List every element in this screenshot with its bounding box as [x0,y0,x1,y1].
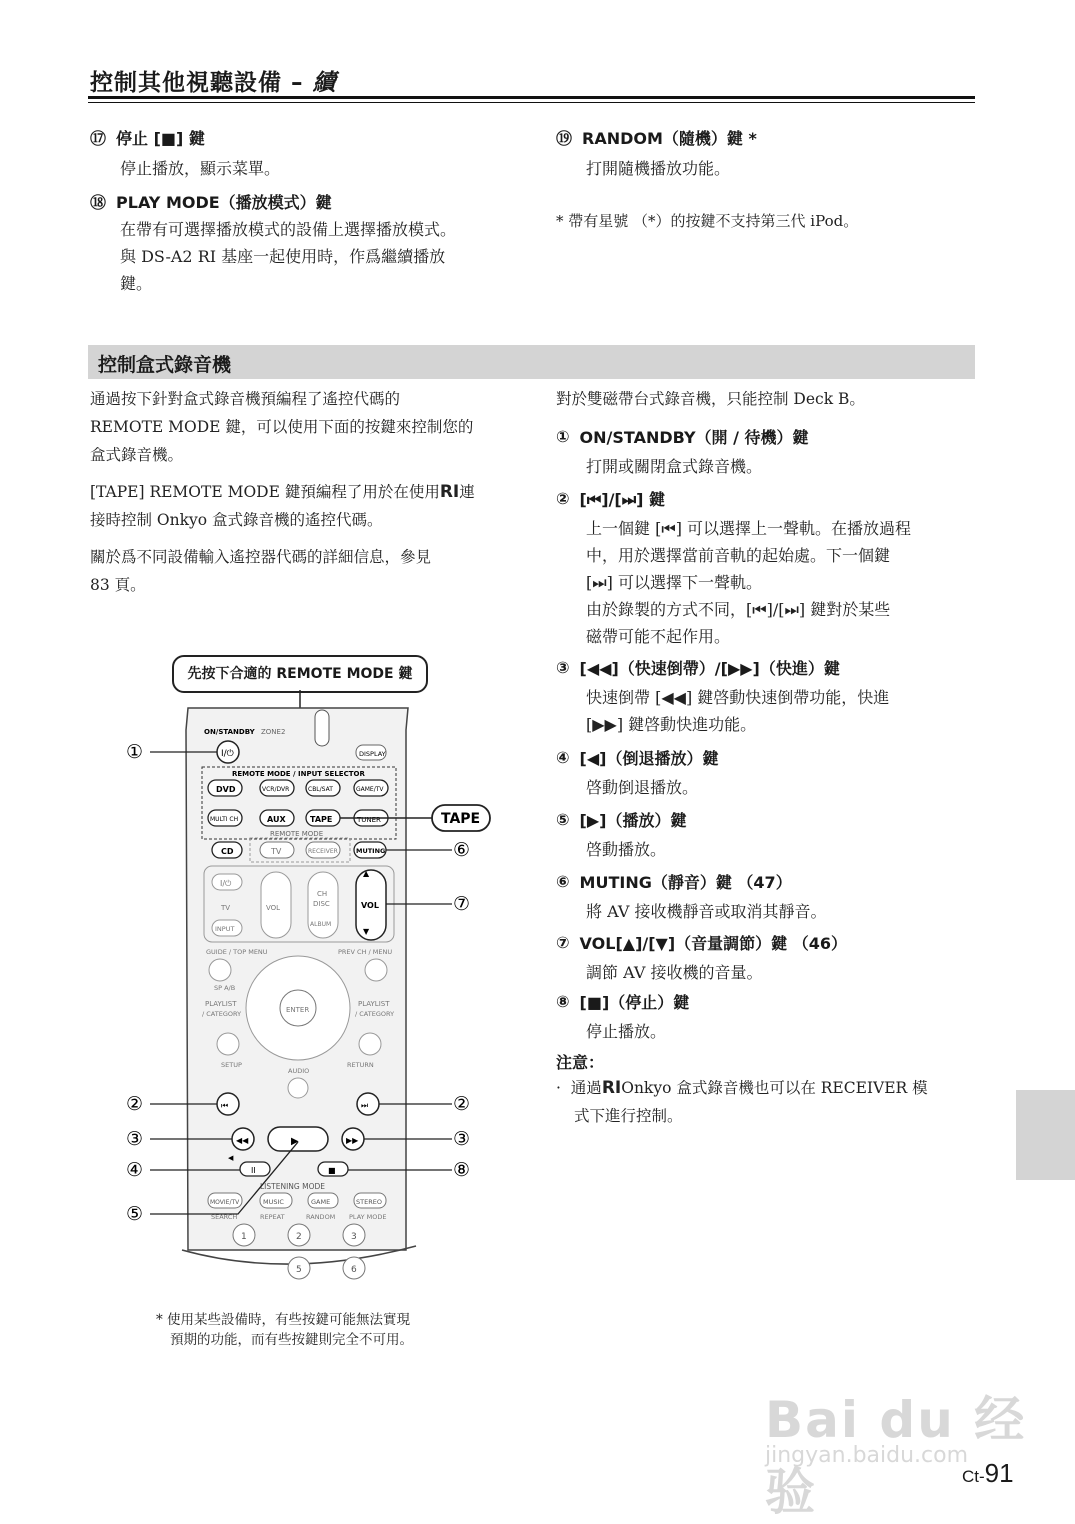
marker-3-right: ③ [453,1128,471,1150]
vol-label: VOL [361,901,379,910]
right-item-body [586,898,827,925]
audio-button[interactable] [288,1078,308,1098]
right-item-body [586,774,698,801]
reverse-play-icon: ◀ [228,1154,234,1162]
stop-icon: ■ [328,1166,336,1175]
right-item-line: 將 AV 接收機靜音或取消其靜音。 [586,902,827,921]
category-right-label: / CATEGORY [355,1010,395,1018]
header-rule-thin [88,102,975,103]
vol-up-icon: ▲ [363,869,370,878]
bullet: · [556,1079,561,1097]
marker-8: ⑧ [453,1159,471,1181]
prev-ch-button[interactable] [365,959,387,981]
page-title-cont: 續 [312,70,337,96]
right-item-number: ⑧ [556,992,570,1011]
play-icon: ▶ [291,1136,299,1147]
enter-label: ENTER [286,1006,310,1014]
input-label: INPUT [215,925,235,933]
multi-ch-label: MULTI CH [210,816,239,823]
ir-window [315,710,329,746]
right-item-number: ① [556,427,570,446]
guide-label: GUIDE / TOP MENU [206,948,268,956]
right-item-title: ON/STANDBY（開 / 待機）鍵 [579,428,809,447]
remote-mode-callout: 先按下合適的 REMOTE MODE 鍵 [172,655,428,693]
right-item-line: 中，用於選擇當前音軌的起始處。下一個鍵 [586,546,891,565]
power-icon: I/⏻ [221,749,234,759]
right-item-heading [556,808,686,831]
tuner-label: TUNER [357,816,381,824]
intro-paragraph-3 [90,543,431,599]
right-item-title: [◀]（倒退播放）鍵 [579,749,719,768]
side-tab [1016,1090,1075,1180]
paragraph-line: 盒式錄音機。 [90,446,184,464]
caution-line [556,1074,928,1102]
caution-title [556,1050,604,1073]
sp-ab-label: SP A/B [214,984,236,992]
cbl-sat-label: CBL/SAT [308,786,333,793]
marker-2-left: ② [126,1093,144,1115]
right-item-body [586,836,666,863]
item-18-line: 鍵。 [120,274,153,293]
page-title-text: 控制其他視聽設備 – [90,70,313,96]
fast-forward-icon: ▶▶ [346,1136,359,1145]
caution-text: 通過 [570,1079,602,1097]
right-item-number: ④ [556,748,570,767]
section-title: 控制盒式錄音機 [98,354,232,376]
right-item-body [586,684,889,738]
item-19-number: ⑲ [556,129,573,148]
right-item-title: [■]（停止）鍵 [579,993,690,1012]
right-item-body [586,453,762,480]
page-number-prefix: Ct- [962,1467,985,1486]
item-19-heading [556,126,757,149]
right-item-line: 調節 AV 接收機的音量。 [586,963,763,982]
cd-label: CD [221,847,234,856]
paragraph-line-suffix: 連 [459,483,475,501]
asterisk-note: * 帶有星號 （*）的按鍵不支持第三代 iPod。 [556,212,859,230]
prev-track-icon: ⏮ [221,1101,229,1110]
right-item-line: [⏭] 可以選擇下一聲軌。 [586,573,762,592]
listening-mode-label: LISTENING MODE [260,1182,325,1191]
item-18-line: 與 DS-A2 RI 基座一起使用時，作爲繼續播放 [120,247,446,266]
movie-tv-label: MOVIE/TV [210,1199,240,1206]
return-label: RETURN [347,1061,374,1069]
return-button[interactable] [359,1033,381,1055]
tv-label: TV [221,904,231,912]
right-item-heading [556,487,665,510]
page-number [962,1458,1014,1489]
prev-ch-label: PREV CH / MENU [338,948,393,956]
caution-text: Onkyo 盒式錄音機也可以在 RECEIVER 模 [621,1079,928,1097]
right-item-title: [◀◀]（快速倒帶）/[▶▶]（快進）鍵 [579,659,840,678]
ch-label: CH [317,890,328,898]
right-item-number: ⑥ [556,872,570,891]
zone2-label: ZONE2 [261,728,286,736]
stereo-label: STEREO [356,1198,382,1206]
footnote-line: 預期的功能，而有些按鍵則完全不可用。 [170,1332,413,1348]
paragraph-line: 83 頁。 [90,576,146,594]
receiver-label: RECEIVER [308,848,338,855]
item-19-body [586,155,730,182]
right-item-number: ② [556,489,570,508]
setup-label: SETUP [221,1061,242,1069]
right-intro: 對於雙磁帶台式錄音機，只能控制 Deck B。 [556,390,865,408]
right-item-title: MUTING（靜音）鍵 （47） [579,873,792,892]
paragraph-line: REMOTE MODE 鍵，可以使用下面的按鍵來控制您的 [90,418,474,436]
playlist-left-label: PLAYLIST [205,1000,237,1008]
dvd-label: DVD [216,785,236,794]
paragraph-line: 關於爲不同設備輸入遙控器代碼的詳細信息，參見 [90,548,432,566]
marker-1: ① [126,741,144,763]
right-item-title: VOL[▲]/[▼]（音量調節）鍵 （46） [579,934,847,953]
aux-label: AUX [267,815,286,824]
paragraph-line: 接時控制 Onkyo 盒式錄音機的遙控代碼。 [90,511,383,529]
tape-label: TAPE [310,815,333,824]
disc-label: DISC [313,900,330,908]
item-17-heading [90,126,205,149]
paragraph-line: 通過按下針對盒式錄音機預編程了遙控代碼的 [90,390,401,408]
random-label: RANDOM [306,1213,336,1221]
category-left-label: / CATEGORY [202,1010,242,1018]
game-tv-label: GAME/TV [356,786,384,793]
album-label: ALBUM [310,921,332,928]
paragraph-line [90,478,475,506]
vcr-dvr-label: VCR/DVR [262,786,290,793]
caution-body [556,1074,928,1130]
right-item-heading [556,990,689,1013]
setup-button[interactable] [217,1033,239,1055]
right-item-line: 上一個鍵 [⏮] 可以選擇上一聲軌。在播放過程 [586,519,912,538]
page-title [90,64,337,97]
item-18-line: 在帶有可選擇播放模式的設備上選擇播放模式。 [120,220,457,239]
right-item-line: 磁帶可能不起作用。 [586,627,731,646]
header-rule-thick [88,96,975,99]
tv-vol-label: VOL [266,904,281,912]
marker-5: ⑤ [126,1203,144,1225]
next-track-icon: ⏭ [361,1101,369,1110]
remote-mode-label: REMOTE MODE [270,830,324,838]
marker-2-right: ② [453,1093,471,1115]
right-item-title: [▶]（播放）鍵 [579,811,687,830]
repeat-label: REPEAT [260,1213,285,1221]
marker-7: ⑦ [453,893,471,915]
number-1-label: 1 [241,1232,247,1242]
intro-paragraph-2 [90,478,475,534]
item-17-body [120,155,280,182]
game-mode-label: GAME [311,1198,331,1206]
right-item-heading [556,746,718,769]
right-item-line: 啓動播放。 [586,840,667,859]
page-number-value: 91 [984,1458,1014,1488]
right-item-number: ③ [556,658,570,677]
intro-paragraph-1 [90,385,473,469]
marker-6: ⑥ [453,839,471,861]
right-item-body [586,959,763,986]
pause-icon: II [251,1166,256,1175]
caution-title-text: 注意： [556,1053,605,1072]
remote-illustration [120,690,500,1290]
item-18-heading [90,190,332,213]
right-item-heading [556,425,809,448]
item-18-body [120,216,456,297]
item-18-title: PLAY MODE（播放模式）鍵 [116,193,332,212]
on-standby-label: ON/STANDBY [204,728,255,736]
caution-line: 式下進行控制。 [574,1107,683,1125]
right-item-line: 停止播放。 [586,1022,667,1041]
guide-button[interactable] [209,959,231,981]
display-label: DISPLAY [359,750,386,758]
item-19-title: RANDOM（隨機）鍵 * [582,129,757,148]
rewind-icon: ◀◀ [236,1136,249,1145]
vol-down-icon: ▼ [363,927,370,936]
right-item-heading [556,870,792,893]
item-17-title: 停止 [■] 鍵 [116,129,205,148]
number-3-label: 3 [351,1232,357,1242]
right-item-number: ⑦ [556,933,570,952]
search-label: SEARCH [211,1213,238,1221]
right-item-number: ⑤ [556,810,570,829]
tv-mode-label: TV [271,847,282,856]
right-item-line: [▶▶] 鍵啓動快進功能。 [586,715,757,734]
tv-power-icon: I/⏻ [220,879,232,888]
ri-logo: RI [601,1078,622,1098]
item-18-number: ⑱ [90,193,107,212]
number-2-label: 2 [296,1232,302,1242]
play-mode-label: PLAY MODE [349,1213,387,1221]
right-item-body [586,1018,666,1045]
ri-logo: RI [439,482,460,502]
right-item-heading [556,656,840,679]
footnote-line: * 使用某些設備時，有些按鍵可能無法實現 [156,1312,411,1328]
right-item-line: 由於錄製的方式不同，[⏮]/[⏭] 鍵對於某些 [586,600,891,619]
right-item-line: 快速倒帶 [◀◀] 鍵啓動快速倒帶功能，快進 [586,688,890,707]
item-17-number: ⑰ [90,129,107,148]
music-label: MUSIC [263,1198,284,1206]
right-item-line: 打開或關閉盒式錄音機。 [586,457,763,476]
muting-label: MUTING [356,847,386,855]
baidu-watermark-logo: Bai du 经验 [765,1391,1027,1521]
item-17-line: 停止播放，顯示菜單。 [120,159,281,178]
paragraph-line-text: [TAPE] REMOTE MODE 鍵預編程了用於在使用 [90,483,440,501]
playlist-right-label: PLAYLIST [358,1000,390,1008]
baidu-watermark-url: jingyan.baidu.com [765,1443,969,1468]
right-item-title: [⏮]/[⏭] 鍵 [579,490,666,509]
marker-3-left: ③ [126,1128,144,1150]
audio-label: AUDIO [288,1067,310,1075]
right-item-line: 啓動倒退播放。 [586,778,699,797]
selector-label: REMOTE MODE / INPUT SELECTOR [232,770,365,778]
right-item-body [586,515,911,650]
remote-footnote [156,1310,413,1350]
tape-callout-label: TAPE [441,811,481,827]
number-5-label: 5 [296,1265,302,1275]
number-6-label: 6 [351,1265,357,1275]
right-item-heading [556,931,847,954]
marker-4: ④ [126,1159,144,1181]
item-19-line: 打開隨機播放功能。 [586,159,731,178]
